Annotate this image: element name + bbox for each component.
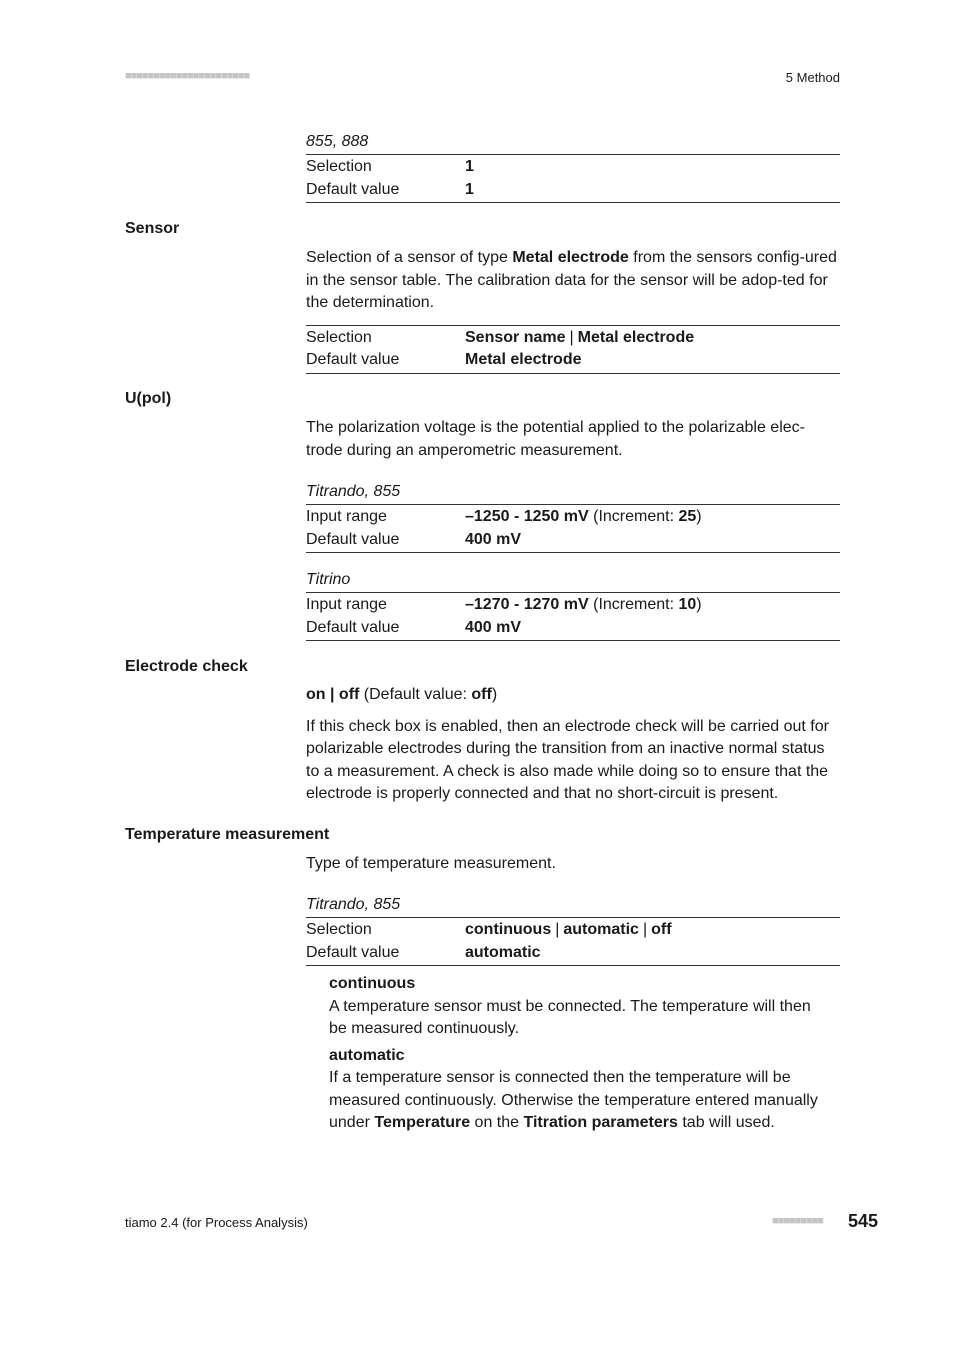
param-table [306, 154, 840, 203]
table-row [306, 327, 840, 350]
header-decoration: ■■■■■■■■■■■■■■■■■■■■■■ [125, 70, 250, 82]
table-row [306, 506, 840, 529]
param-table [306, 592, 840, 641]
electrode-check-heading: Electrode check [125, 658, 248, 675]
param-table [306, 504, 840, 553]
row-key: Selection [306, 921, 372, 938]
upol-description: The polarization voltage is the potential applied to the polarizable elec-trode during an amperometric measurement. [306, 419, 805, 459]
sensor-description: Selection of a sensor of type Metal electrode from the sensors config-ured in the sensor table. The calibration data for the sensor will be adop-ted for the determination. [306, 249, 837, 311]
table-row [306, 594, 840, 617]
block-subtitle: Titrino [306, 571, 351, 588]
row-key: Default value [306, 943, 400, 961]
upol-titrino-block [306, 570, 840, 641]
chapter-title: 5 Method [785, 70, 840, 85]
table-row [306, 179, 840, 202]
row-key: Default value [306, 618, 400, 636]
block-855-888 [306, 132, 840, 203]
row-value: automatic [465, 943, 541, 961]
temperature-table-block [306, 895, 840, 966]
row-key: Input range [306, 508, 387, 525]
table-row [306, 942, 840, 965]
upol-section [306, 417, 840, 462]
page-number: 545 [847, 1211, 878, 1231]
row-key: Default value [306, 351, 400, 368]
table-row [306, 919, 840, 942]
temperature-heading: Temperature measurement [125, 826, 330, 843]
param-table [306, 917, 840, 966]
temperature-section [306, 853, 840, 876]
row-value: continuous | automatic | off [465, 921, 672, 938]
definition-description: If a temperature sensor is connected then the temperature will be measured continuously. Otherwise the temperature entered manually under Temperature on the Titration parameters tab will used. [329, 1069, 818, 1131]
row-value: Metal electrode [465, 351, 582, 368]
row-value: –1270 - 1270 mV (Increment: 10) [465, 596, 702, 613]
row-key: Default value [306, 180, 400, 198]
upol-titrando-block [306, 482, 840, 553]
footer-product: tiamo 2.4 (for Process Analysis) [125, 1215, 308, 1230]
block-subtitle: Titrando, 855 [306, 483, 401, 500]
electrode-check-section [306, 684, 840, 806]
row-value: Sensor name | Metal electrode [465, 328, 695, 346]
block-subtitle: 855, 888 [306, 133, 369, 150]
table-row [306, 617, 840, 640]
sensor-table [306, 325, 840, 374]
upol-heading: U(pol) [125, 390, 172, 407]
row-value: –1250 - 1250 mV (Increment: 25) [465, 508, 702, 525]
row-value: 400 mV [465, 618, 522, 636]
footer-decoration: ■■■■■■■■■ [772, 1215, 823, 1227]
definition-description: A temperature sensor must be connected. The temperature will then be measured continuously. [329, 997, 811, 1037]
sensor-heading: Sensor [125, 220, 180, 237]
electrode-check-description: If this check box is enabled, then an electrode check will be carried out for polarizable electrodes during the transition from an inactive normal status to a measurement. A check is also made while doing so to ensure that the electrode is properly connected and that no short-circuit is present. [306, 717, 829, 802]
electrode-check-options: on | off (Default value: off) [306, 686, 498, 703]
table-row [306, 156, 840, 179]
table-row [306, 529, 840, 552]
sensor-section [306, 247, 840, 374]
definition-term: automatic [329, 1046, 405, 1064]
temperature-description: Type of temperature measurement. [306, 855, 556, 872]
temperature-definitions [329, 973, 829, 1135]
row-value: 1 [465, 180, 474, 198]
table-row [306, 349, 840, 372]
row-value: 1 [465, 158, 474, 175]
row-key: Selection [306, 328, 372, 346]
row-key: Selection [306, 158, 372, 175]
row-value: 400 mV [465, 530, 522, 548]
row-key: Default value [306, 530, 400, 548]
row-key: Input range [306, 596, 387, 613]
definition-term: continuous [329, 975, 416, 992]
block-subtitle: Titrando, 855 [306, 896, 401, 913]
